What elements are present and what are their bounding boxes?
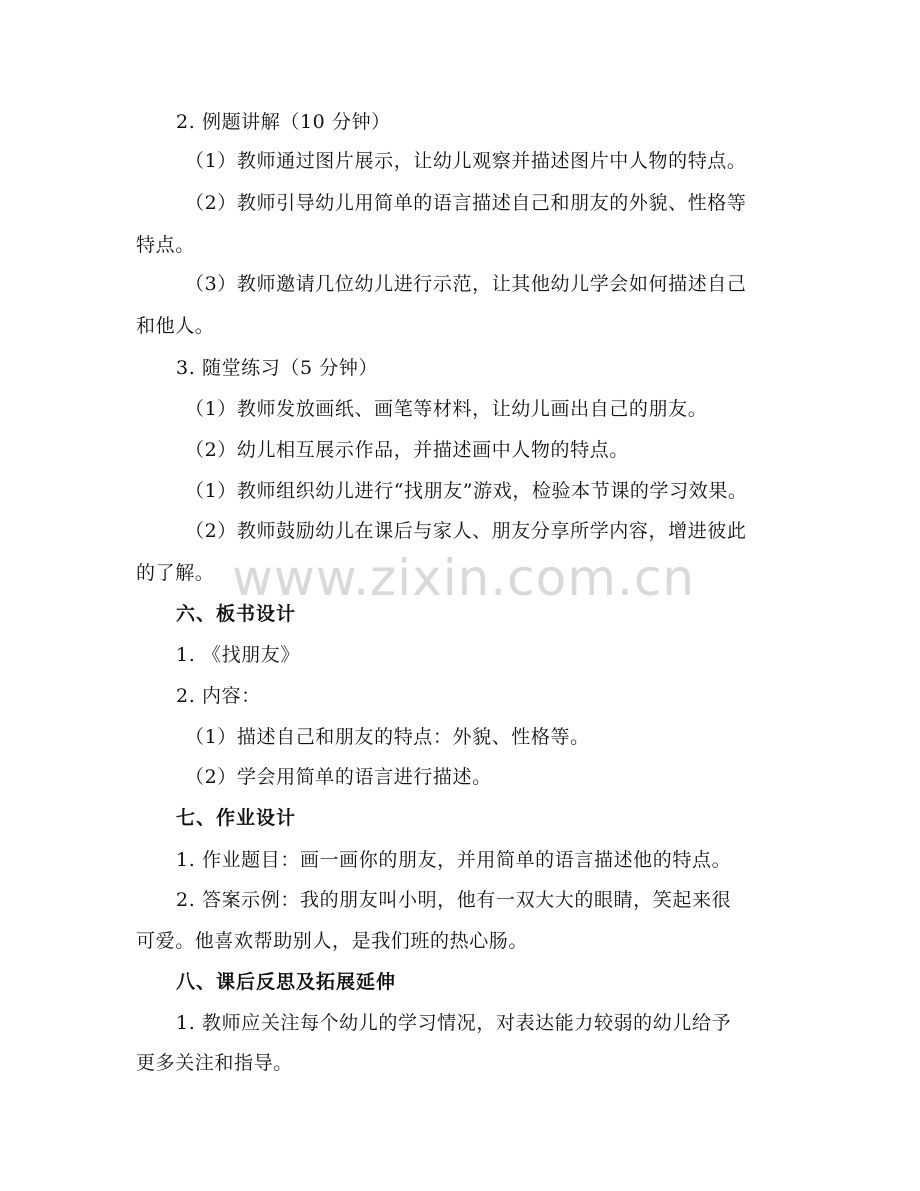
paragraph-line: （2）学会用简单的语言进行描述。 (185, 766, 492, 788)
paragraph-line: （2）幼儿相互展示作品，并描述画中人物的特点。 (185, 439, 629, 461)
paragraph-line-continued: 特点。 (136, 234, 195, 256)
paragraph-line-continued: 更多关注和指导。 (136, 1052, 293, 1074)
paragraph-line: （1）描述自己和朋友的特点：外貌、性格等。 (185, 726, 590, 748)
watermark: www.zixin.com.cn (232, 549, 696, 607)
paragraph-line: （2）教师鼓励幼儿在课后与家人、朋友分享所学内容，增进彼此 (185, 520, 747, 542)
list-item: 2. 内容： (176, 685, 261, 707)
list-item: 1. 《找朋友》 (176, 644, 300, 666)
paragraph-line-continued: 可爱。他喜欢帮助别人，是我们班的热心肠。 (136, 930, 529, 952)
section-heading-board-design: 六、板书设计 (176, 603, 297, 625)
paragraph-line: （1）教师组织幼儿进行“找朋友”游戏，检验本节课的学习效果。 (185, 480, 748, 502)
list-item: 2. 答案示例：我的朋友叫小明，他有一双大大的眼睛，笑起来很 (176, 889, 732, 911)
list-item: 1. 作业题目：画一画你的朋友，并用简单的语言描述他的特点。 (176, 849, 732, 871)
section-item-practice: 3. 随堂练习（5 分钟） (176, 357, 379, 379)
list-item: 1. 教师应关注每个幼儿的学习情况，对表达能力较弱的幼儿给予 (176, 1012, 732, 1034)
section-heading-reflection: 八、课后反思及拓展延伸 (176, 971, 397, 993)
paragraph-line-continued: 的了解。 (136, 562, 215, 584)
section-heading-homework-design: 七、作业设计 (176, 807, 297, 829)
section-item-example-explanation: 2. 例题讲解（10 分钟） (176, 111, 391, 133)
paragraph-line-continued: 和他人。 (136, 315, 215, 337)
paragraph-line: （3）教师邀请几位幼儿进行示范，让其他幼儿学会如何描述自己 (185, 273, 747, 295)
paragraph-line: （2）教师引导幼儿用简单的语言描述自己和朋友的外貌、性格等 (185, 192, 747, 214)
paragraph-line: （1）教师通过图片展示，让幼儿观察并描述图片中人物的特点。 (185, 150, 747, 172)
paragraph-line: （1）教师发放画纸、画笔等材料，让幼儿画出自己的朋友。 (185, 398, 708, 420)
